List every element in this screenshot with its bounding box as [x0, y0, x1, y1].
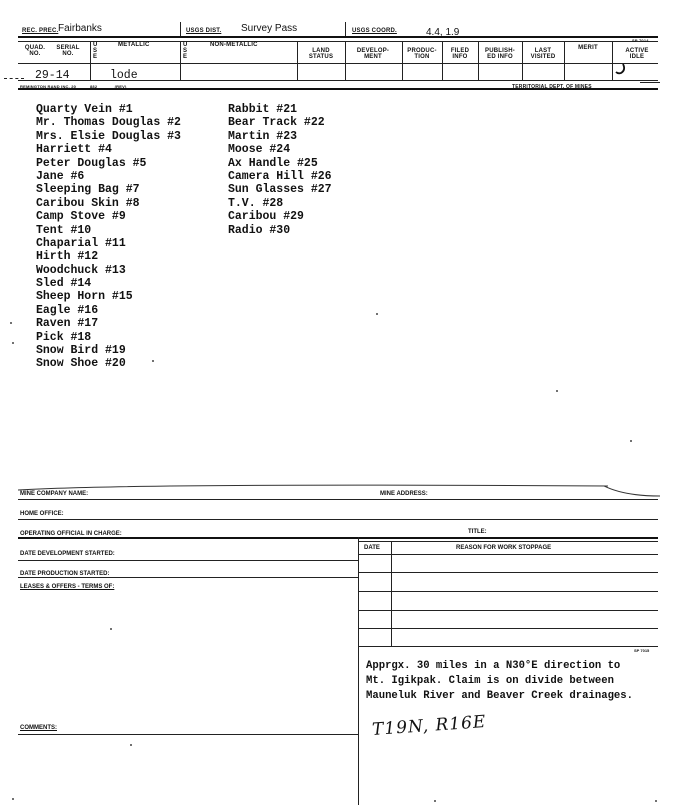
claim-item: Caribou #29 — [228, 210, 304, 224]
form-rule — [18, 499, 658, 500]
form-rule — [358, 572, 658, 573]
claim-item: Camera Hill #26 — [228, 169, 332, 183]
col-divider — [180, 41, 181, 80]
claim-item: Ax Handle #25 — [228, 156, 318, 170]
usgs-coord-label: USGS COORD. — [352, 28, 397, 34]
header-divider-1 — [180, 22, 181, 36]
speck — [376, 313, 378, 315]
active-check-mark — [614, 62, 628, 76]
claim-item: Sled #14 — [36, 277, 92, 291]
speck — [630, 440, 632, 442]
claim-item: Radio #30 — [228, 223, 291, 237]
claim-item: Mr. Thomas Douglas #2 — [36, 116, 181, 130]
printer-line: REMINGTON RAND INC. 20 — [20, 84, 77, 89]
claim-item: Jane #6 — [36, 169, 85, 183]
comments-label: COMMENTS: — [20, 725, 57, 731]
form-rule — [18, 560, 358, 561]
tear-curve-right — [604, 484, 660, 498]
usgs-coord-value: 4.4, 1.9 — [426, 27, 460, 38]
claim-item: Martin #23 — [228, 129, 298, 143]
claim-item: Chaparial #11 — [36, 236, 126, 250]
serial-no-label: SERIAL NO. — [56, 45, 80, 57]
col-divider — [612, 41, 613, 80]
form-number-top: SP 7014 — [632, 38, 649, 43]
usgs-dist-value: Survey Pass — [241, 23, 298, 34]
form-rule — [18, 734, 358, 735]
rec-prec-label: REC. PREC. — [22, 28, 59, 34]
home-office-label: HOME OFFICE: — [20, 511, 64, 517]
published-info-label: PUBLISH-ED INFO — [485, 48, 515, 60]
col-divider — [442, 41, 443, 80]
claim-item: Rabbit #21 — [228, 103, 298, 116]
claim-item: Eagle #16 — [36, 303, 99, 317]
reason-column-label: REASON FOR WORK STOPPAGE — [456, 545, 552, 551]
right-column-divider — [358, 537, 359, 805]
speck — [12, 798, 14, 800]
development-label: DEVELOP-MENT — [356, 48, 390, 60]
location-note-line-3: Mauneluk River and Beaver Creek drainages. — [366, 690, 634, 702]
header-rule-2 — [18, 41, 658, 42]
claim-item: Moose #24 — [228, 143, 291, 157]
speck — [130, 744, 132, 746]
location-note-line-1: Apprgx. 30 miles in a N30°E direction to — [366, 660, 621, 672]
tear-line — [4, 78, 24, 79]
header-rule-3 — [18, 63, 658, 64]
claim-item: Caribou Skin #8 — [36, 196, 140, 210]
claim-item: Sun Glasses #27 — [228, 183, 332, 197]
operating-official-label: OPERATING OFFICIAL IN CHARGE: — [20, 531, 122, 537]
speck — [152, 360, 154, 362]
claim-item: Snow Shoe #20 — [36, 357, 126, 371]
mine-address-label: MINE ADDRESS: — [380, 491, 428, 497]
col-divider — [564, 41, 565, 80]
claim-item: T.V. #28 — [228, 196, 284, 210]
form-number-bottom: SP 7015 — [634, 648, 650, 653]
date-column-divider — [391, 541, 392, 647]
quad-no-label: QUAD. NO. — [24, 45, 46, 57]
claim-item: Mrs. Elsie Douglas #3 — [36, 129, 181, 143]
date-production-label: DATE PRODUCTION STARTED: — [20, 571, 110, 577]
production-label: PRODUC-TION — [407, 48, 437, 60]
speck — [12, 342, 14, 344]
col-divider — [90, 41, 91, 80]
claim-item: Tent #10 — [36, 223, 92, 237]
claim-item: Peter Douglas #5 — [36, 156, 147, 170]
claim-item: Sheep Horn #15 — [36, 290, 133, 304]
form-rule — [358, 646, 658, 647]
form-rule — [358, 554, 658, 555]
speck — [10, 322, 12, 324]
metallic-value: lode — [110, 69, 138, 82]
form-rule — [358, 628, 658, 629]
mine-company-name-label: MINE COMPANY NAME: — [20, 491, 89, 497]
claim-item: Harriett #4 — [36, 143, 112, 157]
col-divider — [297, 41, 298, 80]
location-note-line-2: Mt. Igikpak. Claim is on divide between — [366, 675, 614, 687]
active-idle-label: ACTIVE IDLE — [625, 48, 649, 60]
leases-label: LEASES & OFFERS - TERMS OF: — [20, 584, 115, 590]
merit-label: MERIT — [578, 45, 598, 51]
top-rule — [18, 36, 658, 38]
form-rule — [18, 519, 658, 520]
title-label: TITLE: — [468, 529, 487, 535]
tear-line — [640, 82, 660, 83]
metallic-label: METALLIC — [118, 42, 150, 48]
use-code-metallic: U S E — [93, 42, 98, 60]
col-divider — [478, 41, 479, 80]
claim-item: Bear Track #22 — [228, 116, 325, 130]
form-rule — [18, 577, 358, 578]
printer-code: 882 (REV) — [90, 84, 127, 89]
speck — [434, 800, 436, 802]
speck — [556, 390, 558, 392]
quad-number-value: 29-14 — [35, 69, 70, 82]
date-development-label: DATE DEVELOPMENT STARTED: — [20, 551, 115, 557]
form-rule — [18, 537, 658, 539]
usgs-dist-label: USGS DIST. — [186, 28, 222, 34]
last-visited-label: LAST VISITED — [530, 48, 556, 60]
claim-item: Raven #17 — [36, 317, 99, 331]
territorial-dept-label: TERRITORIAL DEPT. OF MINES — [512, 84, 592, 90]
claim-item: Quarty Vein #1 — [36, 103, 133, 116]
claim-item: Snow Bird #19 — [36, 344, 126, 358]
col-divider — [345, 41, 346, 80]
use-code-non-metallic: U S E — [183, 42, 188, 60]
claim-item: Sleeping Bag #7 — [36, 183, 140, 197]
form-rule — [358, 610, 658, 611]
non-metallic-label: NON-METALLIC — [210, 42, 258, 48]
col-divider — [402, 41, 403, 80]
township-range-handwritten: T19N, R16E — [371, 712, 487, 740]
claims-list-right — [228, 103, 332, 237]
header-divider-2 — [345, 22, 346, 36]
tear-curve-left — [18, 478, 608, 486]
speck — [110, 628, 112, 630]
claim-item: Woodchuck #13 — [36, 263, 126, 277]
claim-item: Pick #18 — [36, 330, 92, 344]
speck — [655, 800, 657, 802]
claims-list-left — [36, 103, 181, 371]
land-status-label: LAND STATUS — [308, 48, 334, 60]
claim-item: Camp Stove #9 — [36, 210, 126, 224]
date-column-label: DATE — [364, 545, 380, 551]
form-rule — [358, 541, 658, 542]
rec-prec-value: Fairbanks — [58, 23, 102, 34]
filed-info-label: FILED INFO — [450, 48, 470, 60]
claim-item: Hirth #12 — [36, 250, 99, 264]
col-divider — [522, 41, 523, 80]
form-rule — [358, 591, 658, 592]
